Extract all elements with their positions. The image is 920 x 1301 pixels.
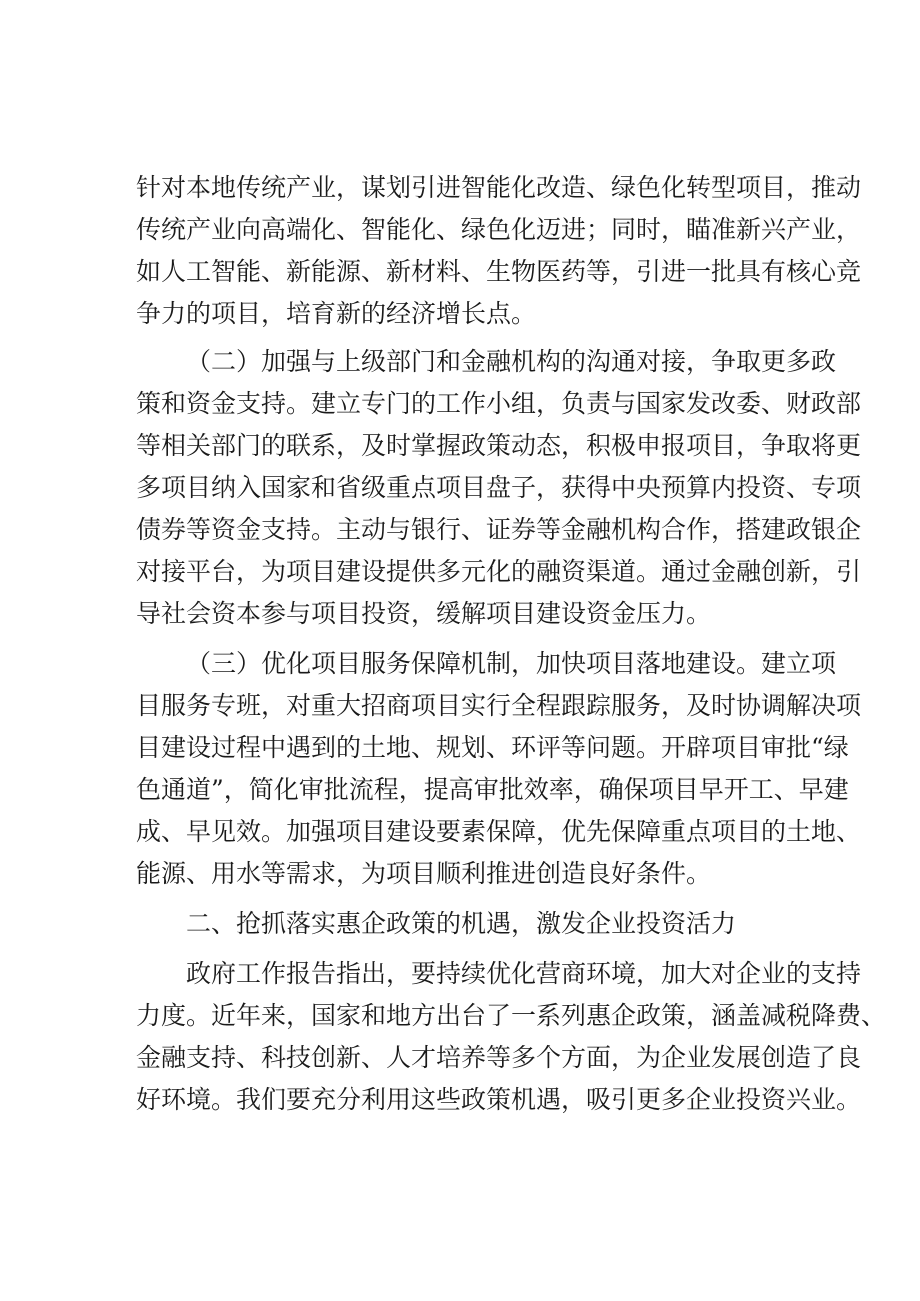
paragraph-2-line-1: （二）加强与上级部门和金融机构的沟通对接，争取更多政 xyxy=(186,347,837,376)
paragraph-1-line-4: 争力的项目，培育新的经济增长点。 xyxy=(136,299,537,328)
paragraph-1-line-1: 针对本地传统产业，谋划引进智能化改造、绿色化转型项目，推动 xyxy=(136,173,862,202)
paragraph-2-line-4: 多项目纳入国家和省级重点项目盘子，获得中央预算内投资、专项 xyxy=(136,473,862,502)
paragraph-4-line-3: 金融支持、科技创新、人才培养等多个方面，为企业发展创造了良 xyxy=(136,1043,862,1072)
section-heading: 二、抢抓落实惠企政策的机遇，激发企业投资活力 xyxy=(186,909,737,938)
paragraph-2-line-5: 债券等资金支持。主动与银行、证券等金融机构合作，搭建政银企 xyxy=(136,515,862,544)
paragraph-2-line-2: 策和资金支持。建立专门的工作小组，负责与国家发改委、财政部 xyxy=(136,389,862,418)
paragraph-3-line-5: 成、早见效。加强项目建设要素保障，优先保障重点项目的土地、 xyxy=(136,817,862,846)
paragraph-3-line-1: （三）优化项目服务保障机制，加快项目落地建设。建立项 xyxy=(186,649,837,678)
paragraph-3-line-4: 色通道”，简化审批流程，提高审批效率，确保项目早开工、早建 xyxy=(136,775,849,804)
paragraph-4-line-4: 好环境。我们要充分利用这些政策机遇，吸引更多企业投资兴业。 xyxy=(136,1085,862,1114)
paragraph-3-line-6: 能源、用水等需求，为项目顺利推进创造良好条件。 xyxy=(136,859,712,888)
paragraph-4-line-2: 力度。近年来，国家和地方出台了一系列惠企政策，涵盖减税降费、 xyxy=(136,1001,887,1030)
paragraph-4-line-1: 政府工作报告指出，要持续优化营商环境，加大对企业的支持 xyxy=(186,959,862,988)
paragraph-2-line-6: 对接平台，为项目建设提供多元化的融资渠道。通过金融创新，引 xyxy=(136,557,862,586)
paragraph-1-line-2: 传统产业向高端化、智能化、绿色化迈进；同时，瞄准新兴产业， xyxy=(136,215,862,244)
paragraph-1-line-3: 如人工智能、新能源、新材料、生物医药等，引进一批具有核心竞 xyxy=(136,257,862,286)
paragraph-2-line-7: 导社会资本参与项目投资，缓解项目建设资金压力。 xyxy=(136,599,712,628)
paragraph-3-line-2: 目服务专班，对重大招商项目实行全程跟踪服务，及时协调解决项 xyxy=(136,691,862,720)
paragraph-3-line-3: 目建设过程中遇到的土地、规划、环评等问题。开辟项目审批“绿 xyxy=(136,733,849,762)
paragraph-2-line-3: 等相关部门的联系，及时掌握政策动态，积极申报项目，争取将更 xyxy=(136,431,862,460)
